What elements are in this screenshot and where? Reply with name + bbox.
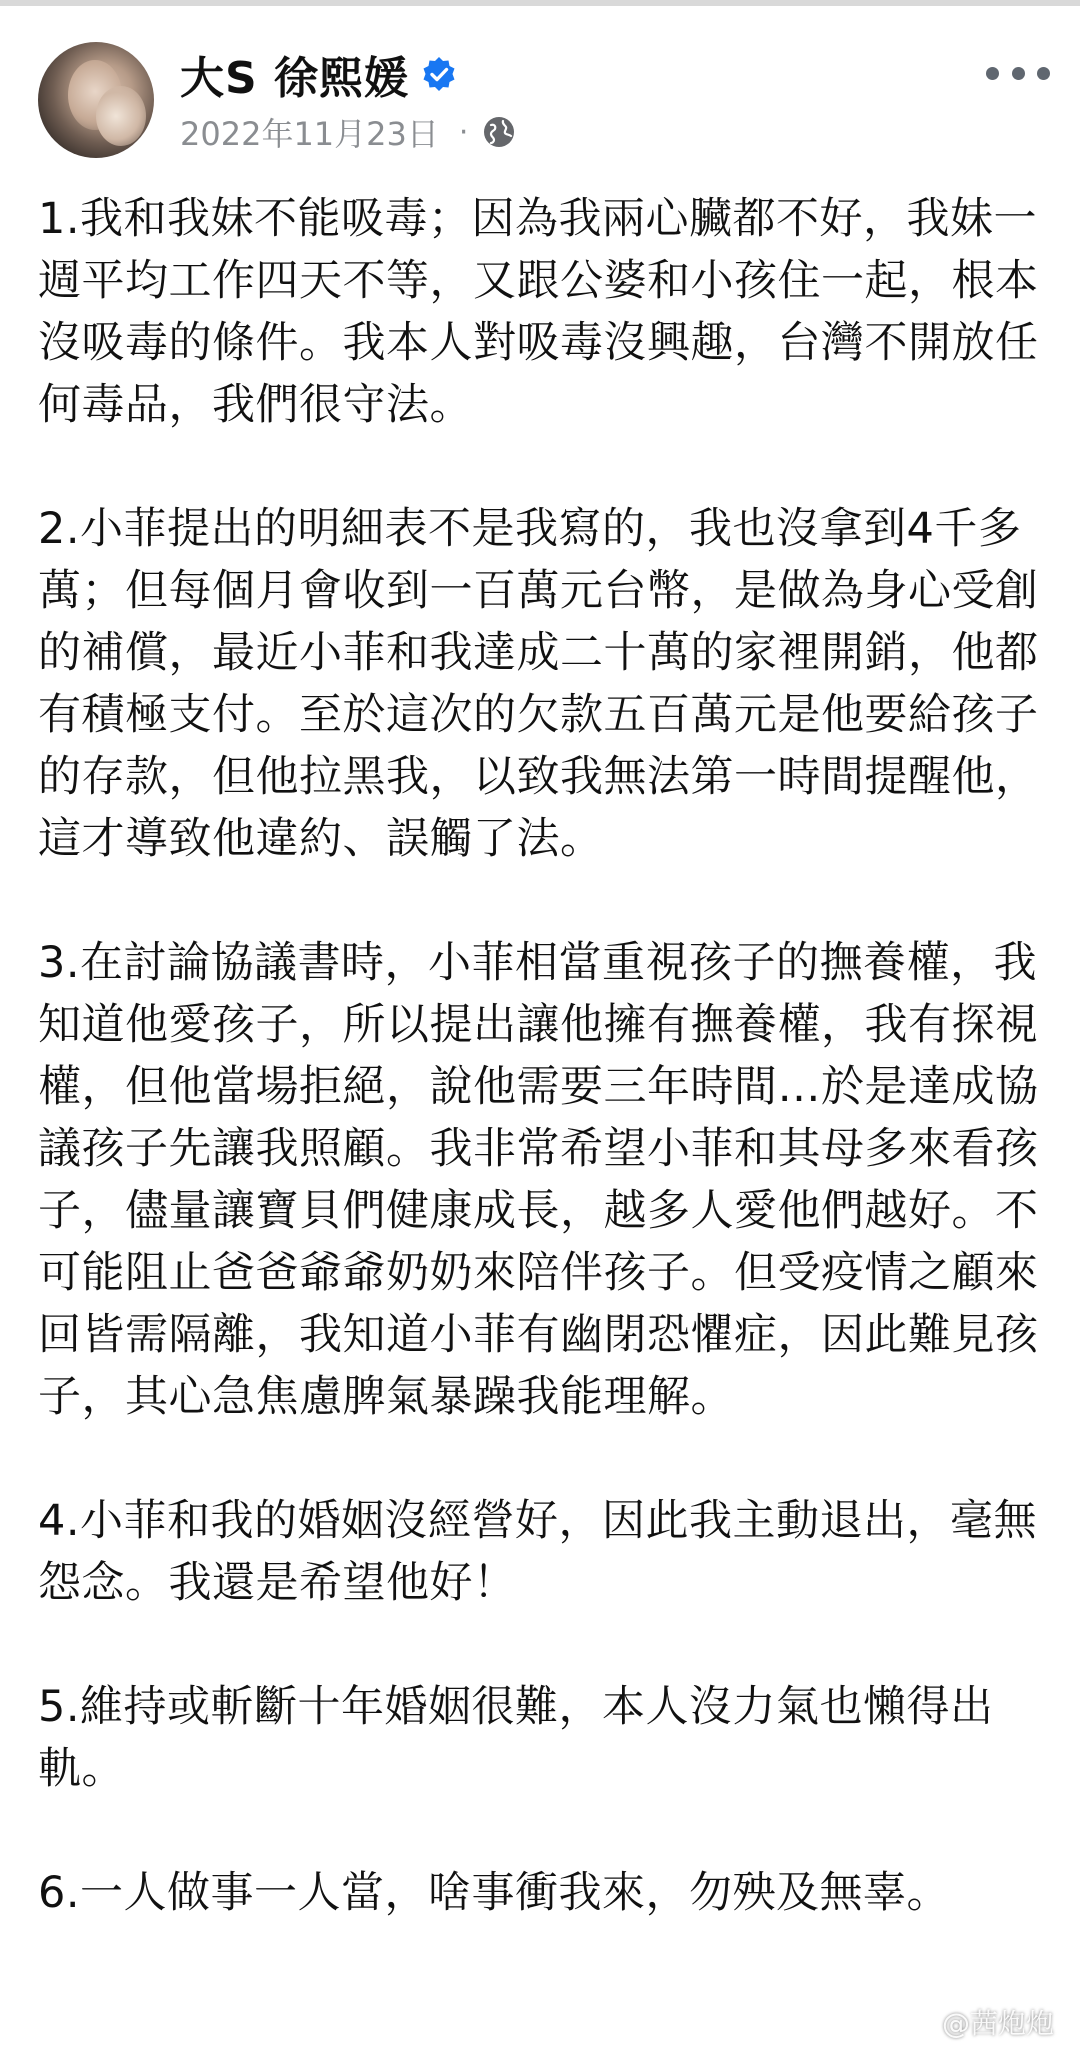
post-body <box>38 188 1050 1986</box>
weibo-watermark <box>898 2002 1054 2042</box>
author-row <box>180 44 457 104</box>
post-header <box>0 6 1080 166</box>
author-name[interactable]: 大S 徐熙媛 <box>180 53 410 104</box>
post-paragraph-6: 6.一人做事一人當，啥事衝我來，勿殃及無辜。 <box>38 1868 951 1918</box>
post-paragraph-2: 2.小菲提出的明細表不是我寫的，我也沒拿到4千多萬；但每個月會收到一百萬元台幣，是做為身心受創的補償，最近小菲和我達成二十萬的家裡開銷，他都有積極支付。至於這次的欠款五百萬元是他要給孩子的存款，但他拉黑我，以致我無法第一時間提醒他，這才導致他違約、誤觸了法。 <box>38 504 1039 864</box>
avatar[interactable] <box>38 42 154 158</box>
weibo-logo-icon <box>898 2006 936 2038</box>
post-paragraph-3: 3.在討論協議書時，小菲相當重視孩子的撫養權，我知道他愛孩子，所以提出讓他擁有撫養權，我有探視權，但他當場拒絕，說他需要三年時間…於是達成協議孩子先讓我照顧。我非常希望小菲和其母多來看孩子，儘量讓寶貝們健康成長，越多人愛他們越好。不可能阻止爸爸爺爺奶奶來陪伴孩子。但受疫情之顧來回皆需隔離，我知道小菲有幽閉恐懼症，因此難見孩子，其心急焦慮脾氣暴躁我能理解。 <box>38 938 1039 1422</box>
watermark-text: @茜炮炮 <box>941 2007 1054 2040</box>
globe-icon <box>482 115 516 149</box>
post-paragraph-5: 5.維持或斬斷十年婚姻很難，本人沒力氣也懶得出軌。 <box>38 1682 994 1794</box>
more-options-icon[interactable] <box>986 58 1050 88</box>
post-date[interactable]: 2022年11月23日 <box>180 115 439 153</box>
post-paragraph-4: 4.小菲和我的婚姻沒經營好，因此我主動退出，毫無怨念。我還是希望他好！ <box>38 1496 1038 1608</box>
post-paragraph-1: 1.我和我妹不能吸毒；因為我兩心臟都不好，我妹一週平均工作四天不等，又跟公婆和小孩住一起，根本沒吸毒的條件。我本人對吸毒沒興趣，台灣不開放任何毒品，我們很守法。 <box>38 194 1039 430</box>
post-meta <box>180 110 516 154</box>
meta-separator: · <box>458 114 469 150</box>
verified-badge-icon <box>421 56 457 92</box>
